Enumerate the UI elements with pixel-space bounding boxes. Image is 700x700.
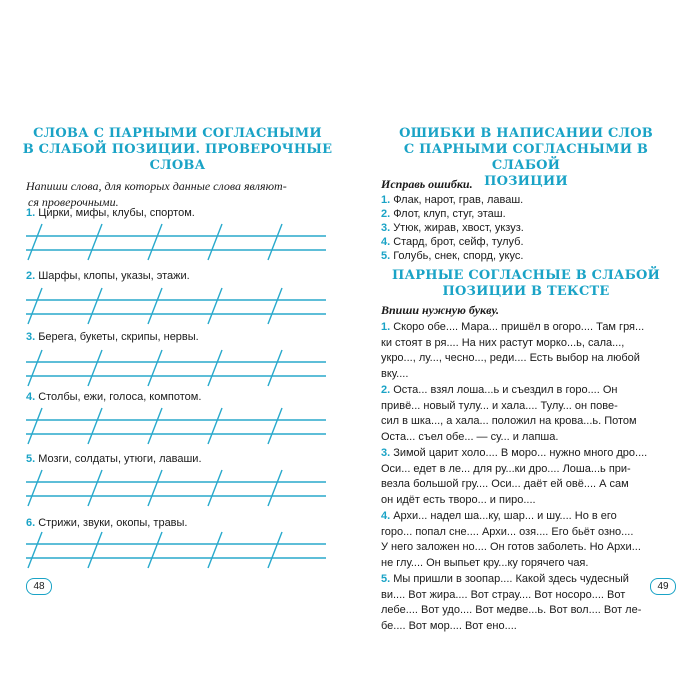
right-page-title-1: ОШИБКИ В НАПИСАНИИ СЛОВ С ПАРНЫМИ СОГЛАСНЫМИ В СЛАБОЙ ПОЗИЦИИ xyxy=(399,126,653,189)
slant-guide-line xyxy=(208,408,222,444)
slant-guide-line xyxy=(208,532,222,568)
slant-guide-line xyxy=(208,470,222,506)
right-instruction-1: Исправь ошибки. xyxy=(381,177,473,191)
page-number-left: 48 xyxy=(26,578,52,595)
slant-guide-line xyxy=(148,224,162,260)
slant-guide-line xyxy=(148,470,162,506)
text-paragraph-3: 3. Зимой царит холо.... В моро... нужно много дро.... Оси... едет в ле... для ру...ки дро.... Лоша...ь при- везла большой гру.... Оси... даёт ей овё.... А сам он идёт есть творо... и пиро.... xyxy=(381,447,648,507)
slant-guide-line xyxy=(88,532,102,568)
exercise-6: 6. Стрижи, звуки, окопы, травы. xyxy=(26,517,188,529)
slant-guide-line xyxy=(88,224,102,260)
slant-guide-line xyxy=(208,350,222,386)
slant-guide-line xyxy=(28,408,42,444)
slant-guide-line xyxy=(268,224,282,260)
slant-guide-line xyxy=(28,224,42,260)
slant-guide-line xyxy=(268,408,282,444)
correction-item-1: 1. Флак, нарот, грав, лаваш. xyxy=(381,194,524,206)
slant-guide-line xyxy=(28,470,42,506)
slant-guide-line xyxy=(268,350,282,386)
exercise-2: 2. Шарфы, клопы, указы, этажи. xyxy=(26,270,190,282)
right-page xyxy=(350,0,700,700)
text-paragraph-1: 1. Скоро обе.... Мара... пришёл в огоро.... Там гря... ки стоят в ря.... На них растут морко...ь, сала..., укро..., лу..., чесно..., реди.... Есть выбор на любой вку.... xyxy=(381,321,645,381)
writing-lines-3[interactable] xyxy=(26,348,326,388)
correction-item-5: 5. Голубь, снек, спорд, укус. xyxy=(381,250,524,262)
slant-guide-line xyxy=(148,408,162,444)
slant-guide-line xyxy=(148,532,162,568)
exercise-1: 1. Цирки, мифы, клубы, спортом. xyxy=(26,207,195,219)
slant-guide-line xyxy=(148,350,162,386)
slant-guide-line xyxy=(268,288,282,324)
slant-guide-line xyxy=(208,288,222,324)
right-instruction-2: Впиши нужную букву. xyxy=(381,303,500,317)
page-number-right: 49 xyxy=(650,578,676,595)
writing-lines-2[interactable] xyxy=(26,286,326,326)
left-instruction: Напиши слова, для которых данные слова являют- ся проверочными. xyxy=(26,179,287,209)
text-paragraph-4: 4. Архи... надел ша...ку, шар... и шу.... Но в его горо... попал сне.... Архи... озя.... Его бьёт озно.... У него заложен но.... Он готов заболеть. Но Архи... не глу.... Он выпьет кру...ку горячего чая. xyxy=(381,510,641,570)
exercise-5: 5. Мозги, солдаты, утюги, лаваши. xyxy=(26,453,202,465)
writing-lines-1[interactable] xyxy=(26,222,326,262)
slant-guide-line xyxy=(28,288,42,324)
slant-guide-line xyxy=(268,470,282,506)
exercise-3: 3. Берега, букеты, скрипы, нервы. xyxy=(26,331,199,343)
slant-guide-line xyxy=(268,532,282,568)
slant-guide-line xyxy=(208,224,222,260)
correction-item-2: 2. Флот, клуп, стуг, эташ. xyxy=(381,208,506,220)
exercise-4: 4. Столбы, ежи, голоса, компотом. xyxy=(26,391,202,403)
correction-item-4: 4. Стард, брот, сейф, тулуб. xyxy=(381,236,524,248)
writing-lines-5[interactable] xyxy=(26,468,326,508)
text-paragraph-2: 2. Оста... взял лоша...ь и съездил в горо.... Он привё... новый тулу... и хала.... Тулу... он пове- сил в шка..., а хала... положил на крова...ь. Потом Оста... съел обе... — су... и лапша. xyxy=(381,384,637,444)
text-paragraph-5: 5. Мы пришли в зоопар.... Какой здесь чудесный ви.... Вот жира.... Вот страу.... Вот носоро.... Вот лебе.... Вот удо.... Вот медве...ь. Вот вол.... Вот ле- бе.... Вот мор.... Вот ено.... xyxy=(381,573,642,633)
slant-guide-line xyxy=(28,350,42,386)
slant-guide-line xyxy=(88,288,102,324)
slant-guide-line xyxy=(28,532,42,568)
correction-item-3: 3. Утюк, жирав, хвост, укзуз. xyxy=(381,222,524,234)
slant-guide-line xyxy=(88,470,102,506)
slant-guide-line xyxy=(88,408,102,444)
writing-lines-6[interactable] xyxy=(26,530,326,570)
slant-guide-line xyxy=(88,350,102,386)
right-page-title-2: ПАРНЫЕ СОГЛАСНЫЕ В СЛАБОЙ ПОЗИЦИИ В ТЕКСТЕ xyxy=(391,268,661,299)
writing-lines-4[interactable] xyxy=(26,406,326,446)
slant-guide-line xyxy=(148,288,162,324)
left-page-title: СЛОВА С ПАРНЫМИ СОГЛАСНЫМИ В СЛАБОЙ ПОЗИЦИИ. ПРОВЕРОЧНЫЕ СЛОВА xyxy=(22,126,333,173)
